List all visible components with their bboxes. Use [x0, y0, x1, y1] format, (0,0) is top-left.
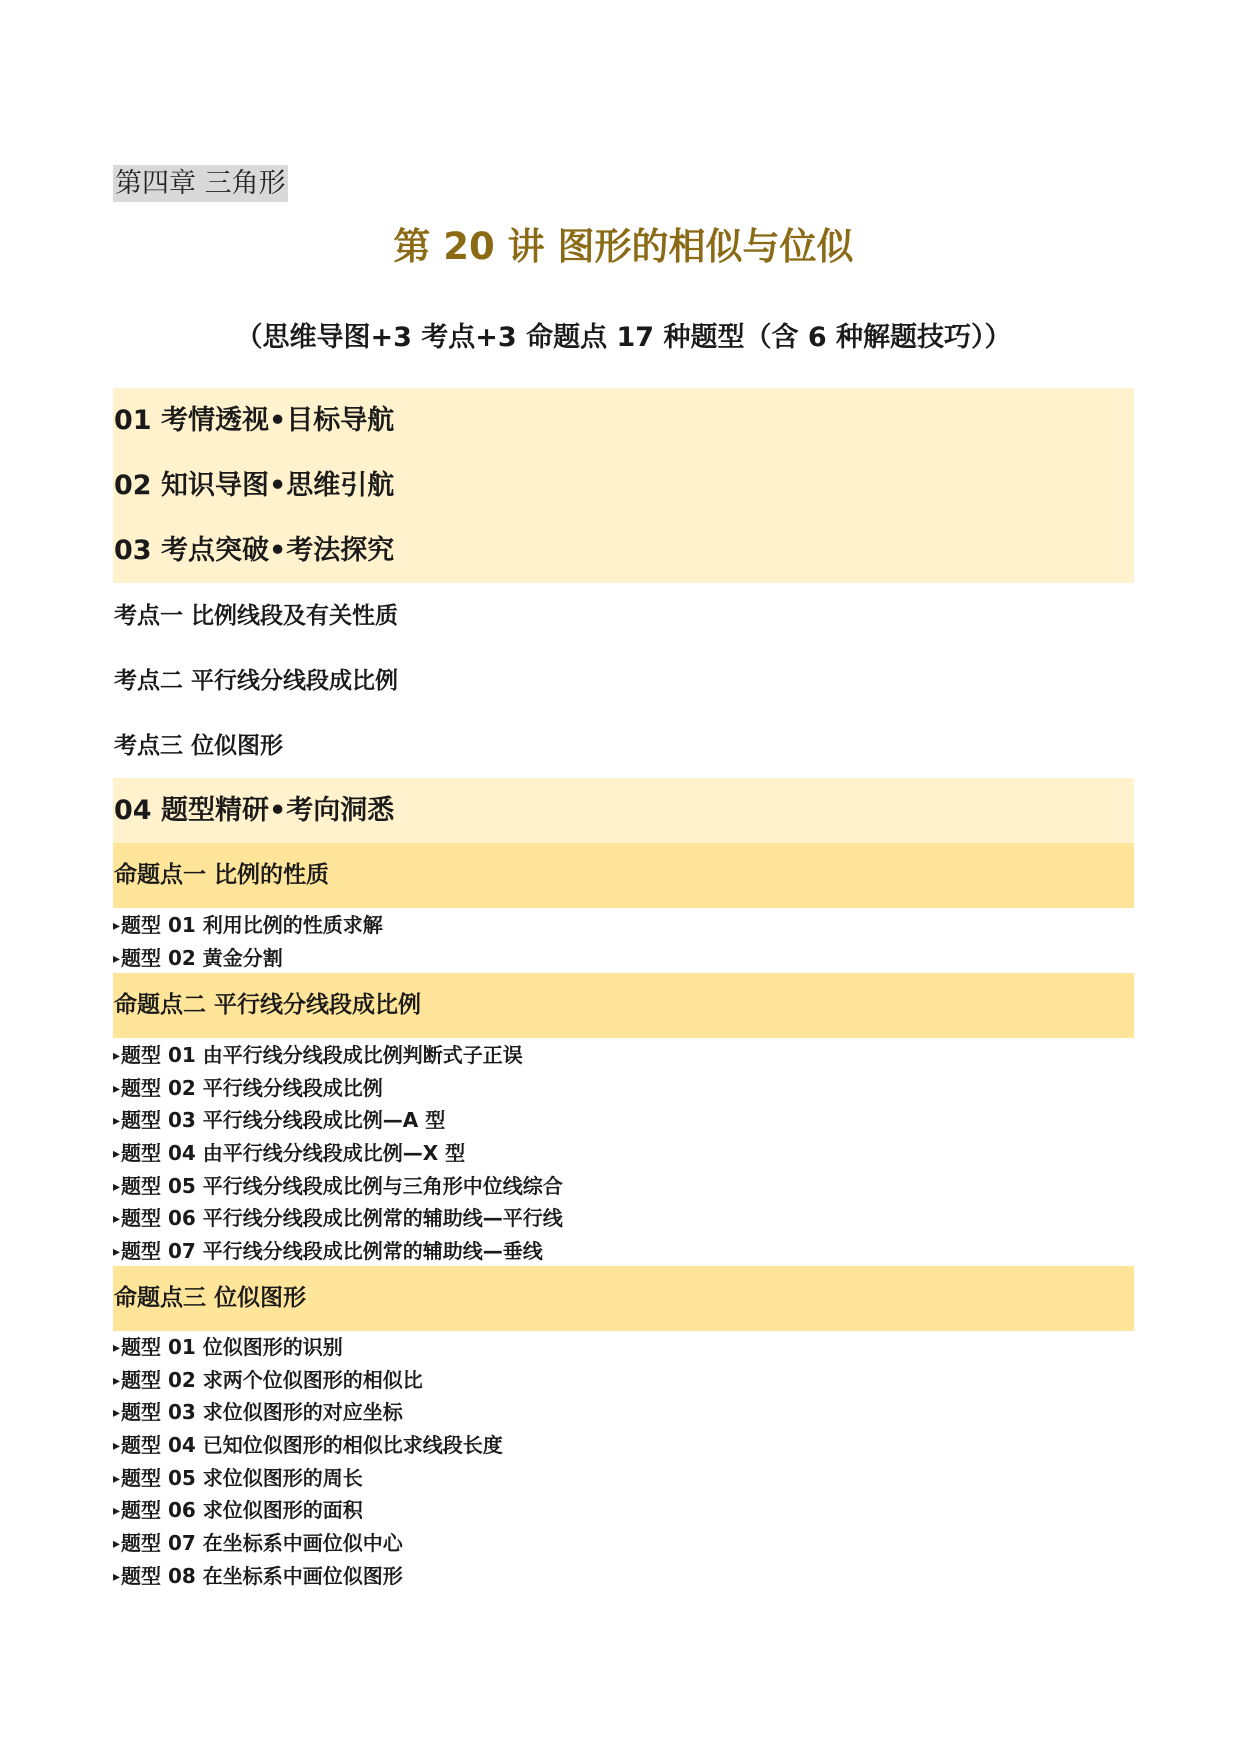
triangle-right-icon: ▸	[113, 1340, 121, 1356]
chapter-label: 第四章 三角形	[113, 165, 288, 202]
proposition-3-types	[113, 1331, 503, 1593]
type-item[interactable]: ▸题型 07 平行线分线段成比例常的辅助线—垂线	[113, 1235, 563, 1268]
triangle-right-icon: ▸	[113, 950, 121, 967]
toc-section-01[interactable]: 01 考情透视•目标导航	[114, 405, 395, 436]
type-item[interactable]: ▸题型 02 平行线分线段成比例	[113, 1072, 563, 1105]
page-subtitle: （思维导图+3 考点+3 命题点 17 种题型（含 6 种解题技巧））	[235, 322, 1012, 353]
triangle-right-icon: ▸	[113, 1536, 121, 1553]
triangle-right-icon: ▸	[113, 1048, 121, 1064]
triangle-right-icon: ▸	[113, 1146, 121, 1163]
type-item[interactable]: ▸题型 02 求两个位似图形的相似比	[113, 1364, 503, 1397]
kaodian-2[interactable]: 考点二 平行线分线段成比例	[114, 668, 399, 694]
kaodian-1[interactable]: 考点一 比例线段及有关性质	[114, 603, 399, 629]
triangle-right-icon: ▸	[113, 1080, 121, 1097]
type-item[interactable]: ▸题型 07 在坐标系中画位似中心	[113, 1527, 503, 1560]
type-item[interactable]: ▸题型 04 已知位似图形的相似比求线段长度	[113, 1429, 503, 1462]
type-item[interactable]: ▸题型 03 平行线分线段成比例—A 型	[113, 1104, 563, 1137]
toc-section-04-block	[113, 778, 1134, 843]
toc-sections-block	[113, 388, 1134, 583]
type-item[interactable]: ▸题型 06 平行线分线段成比例常的辅助线—平行线	[113, 1202, 563, 1235]
type-item[interactable]: ▸题型 05 平行线分线段成比例与三角形中位线综合	[113, 1170, 563, 1203]
triangle-right-icon: ▸	[113, 1438, 121, 1455]
proposition-3[interactable]: 命题点三 位似图形	[113, 1266, 1134, 1331]
triangle-right-icon: ▸	[113, 1568, 121, 1585]
page-title: 第 20 讲 图形的相似与位似	[393, 225, 854, 268]
type-item[interactable]: ▸题型 04 由平行线分线段成比例—X 型	[113, 1137, 563, 1170]
triangle-right-icon: ▸	[113, 1372, 121, 1389]
type-item[interactable]: ▸题型 05 求位似图形的周长	[113, 1462, 503, 1495]
proposition-2-types	[113, 1039, 563, 1268]
triangle-right-icon: ▸	[113, 1244, 121, 1261]
type-item[interactable]: ▸题型 02 黄金分割	[113, 942, 383, 975]
type-item[interactable]: ▸题型 01 位似图形的识别	[113, 1331, 503, 1364]
toc-section-03[interactable]: 03 考点突破•考法探究	[114, 535, 395, 566]
proposition-1-types	[113, 909, 383, 974]
triangle-right-icon: ▸	[113, 1470, 121, 1487]
kaodian-3[interactable]: 考点三 位似图形	[114, 733, 284, 759]
triangle-right-icon: ▸	[113, 918, 121, 934]
triangle-right-icon: ▸	[113, 1113, 121, 1130]
triangle-right-icon: ▸	[113, 1405, 121, 1422]
type-item[interactable]: ▸题型 01 利用比例的性质求解	[113, 909, 383, 942]
proposition-1[interactable]: 命题点一 比例的性质	[113, 843, 1134, 908]
type-item[interactable]: ▸题型 03 求位似图形的对应坐标	[113, 1396, 503, 1429]
toc-section-04[interactable]: 04 题型精研•考向洞悉	[114, 795, 395, 826]
type-item[interactable]: ▸题型 06 求位似图形的面积	[113, 1494, 503, 1527]
triangle-right-icon: ▸	[113, 1178, 121, 1195]
toc-section-02[interactable]: 02 知识导图•思维引航	[114, 470, 395, 501]
triangle-right-icon: ▸	[113, 1211, 121, 1228]
type-item[interactable]: ▸题型 08 在坐标系中画位似图形	[113, 1560, 503, 1593]
proposition-2[interactable]: 命题点二 平行线分线段成比例	[113, 973, 1134, 1038]
type-item[interactable]: ▸题型 01 由平行线分线段成比例判断式子正误	[113, 1039, 563, 1072]
triangle-right-icon: ▸	[113, 1503, 121, 1520]
